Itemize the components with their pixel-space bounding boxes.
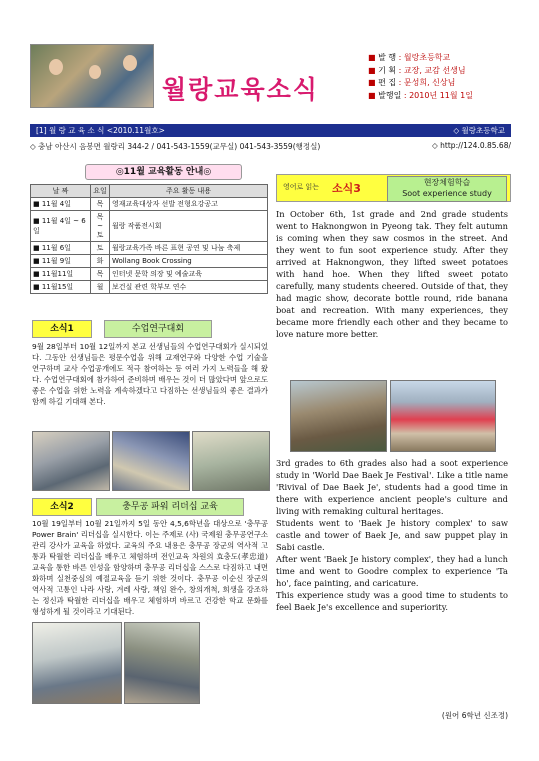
class-photo bbox=[32, 431, 110, 491]
school-label: ◇ 월랑초등학교 bbox=[453, 126, 505, 135]
story3-prefix: 영어로 읽는 bbox=[283, 183, 320, 191]
story3-topic: 현장체험학습 Soot experience study bbox=[387, 176, 507, 202]
info-row: ■ 발행일 : 2010년 11월 1일 bbox=[368, 90, 473, 100]
info-row: ■ 편 집 : 문성희, 신상님 bbox=[368, 78, 456, 87]
class-photo bbox=[112, 431, 190, 491]
field-trip-photo bbox=[290, 380, 387, 452]
table-row: ■ 11월 4일 목 영재교육대상자 선발 전형요강공고 bbox=[31, 198, 268, 211]
table-row: ■ 11월11일 목 인터넷 문학 의장 및 예술교육 bbox=[31, 268, 268, 281]
group-photo bbox=[390, 380, 496, 452]
table-row: ■ 11월15일 월 보건실 관련 학부모 연수 bbox=[31, 281, 268, 294]
story3-text-2: 3rd grades to 6th grades also had a soot experience study in 'World Dae Baek Je Festival'. Like a title name 'Rivival of Dae Baek Je', students had a good time in there with experience ancient people's culture and living with remaking cultural heritages. Students went to 'Baek Je history complex' to saw castle and tower of Baek Je, and saw puppet play in Sabi castle. After went 'Baek Je history complex', they had a lunch time and went to Goodre complex to experience 'Ta ho', face painting, and caricature. This experience study was a good time to students to feel Baek Je's excellence and superiority. bbox=[276, 458, 508, 612]
story3-badge: 소식3 bbox=[332, 182, 361, 195]
table-row: ■ 11월 9일 화 Wollang Book Crossing bbox=[31, 255, 268, 268]
lecture-photo bbox=[124, 622, 200, 704]
issue-label: [1] 월 랑 교 육 소 식 <2010.11월호> bbox=[36, 126, 165, 135]
story1-topic: 수업연구대회 bbox=[104, 320, 212, 338]
homepage-url[interactable]: ◇ http://124.0.85.68/ bbox=[432, 141, 511, 150]
newsletter-title: 월랑교육소식 bbox=[162, 75, 319, 104]
author-signature: (원어 6학년 신조정) bbox=[441, 711, 508, 720]
story1-text: 9월 28일부터 10월 12일까지 본교 선생님들의 수업연구대회가 실시되었다. 그동안 선생님들은 평문수업을 위해 교재연구와 다양한 수업 기술을 연구하며 교사 수업공개에도 적극 참여하는 등 여러 가지 노력들을 해 왔다. 수업연구대회에 참가하여 준비하며 배우는 것이 더 많았다며 앞으로도 좋은 수업을 위한 노력을 계속하겠다고 다짐하는 선생님들의 좋은 결과가 함께 하길 기대해 본다. bbox=[32, 342, 268, 406]
story3-text: In October 6th, 1st grade and 2nd grade students went to Haknongwon in Pyeong tak. They felt autumn is coming when they saw cosmos in the street. And they went to fun soot experience study. After they arrived at Haknongwon, they lifted sweet potatoes with hand hoe. When they lifted sweet potato carefully, many students cheered. Outside of that, they had magic show, decorate bottle round, ride banana boat and recreation. With many experiences, they became more friendly each other and they became to love nature more better. bbox=[276, 209, 508, 339]
table-row: ■ 11월 6일 토 월랑교육가족 바른 표현 공연 및 나눔 축제 bbox=[31, 242, 268, 255]
story1-badge: 소식1 bbox=[32, 320, 92, 338]
address-text: ◇ 충남 아산시 음봉면 월랑리 344-2 / 041-543-1559(교무실) 041-543-3559(행정실) bbox=[30, 142, 321, 151]
story2-topic: 충무공 파워 리더십 교육 bbox=[96, 498, 244, 516]
info-row: ■ 기 획 : 교장, 교감 선생님 bbox=[368, 65, 466, 75]
story2-text: 10월 19일부터 10월 21일까지 5일 동안 4,5,6학년을 대상으로 '충무공 Power Brain' 리더십을 실시한다. 이는 주제로 (사) 국제원 충무공연구소 관리 강사가 교육을 하였다. 교육의 주요 내용은 충무공 장군의 역사적 고통과 탁월한 리더십을 배우고 체험하며 전인교육 차원의 효충도(孝忠道) 교육을 통한 바른 인성을 함양하며 충무공 리더십을 스스로 다짐하고 내면화하며 실천중심의 예절교육을 듣기 위한 것이다. 충무공 이순신 장군의 역사적 고통인 나라 사랑, 겨레 사랑, 책임 완수, 창의개척, 희생을 강조하는 정신과 탁월한 리더십을 배우고 체험하며 바르고 건강한 학교 문화를 형성하게 될 것이라고 기대된다. bbox=[32, 519, 268, 616]
publication-info bbox=[368, 52, 510, 102]
lecture-photo bbox=[32, 622, 122, 704]
story2-badge: 소식2 bbox=[32, 498, 92, 516]
table-row: ■ 11월 4일 ~ 6일 목 ~ 토 월랑 작품전시회 bbox=[31, 211, 268, 242]
address-line bbox=[30, 141, 511, 152]
col-content: 주요 활동 내용 bbox=[110, 185, 268, 198]
info-row: ■ 발 행 : 월랑초등학교 bbox=[368, 53, 451, 62]
col-day: 요일 bbox=[91, 185, 110, 198]
issue-bar bbox=[30, 124, 511, 137]
schedule-table bbox=[30, 184, 268, 294]
col-date: 날 짜 bbox=[31, 185, 91, 198]
class-photo bbox=[192, 431, 270, 491]
header-photo bbox=[30, 44, 154, 108]
story3-header bbox=[276, 174, 511, 202]
schedule-title: ◎11월 교육활동 안내◎ bbox=[85, 164, 242, 180]
